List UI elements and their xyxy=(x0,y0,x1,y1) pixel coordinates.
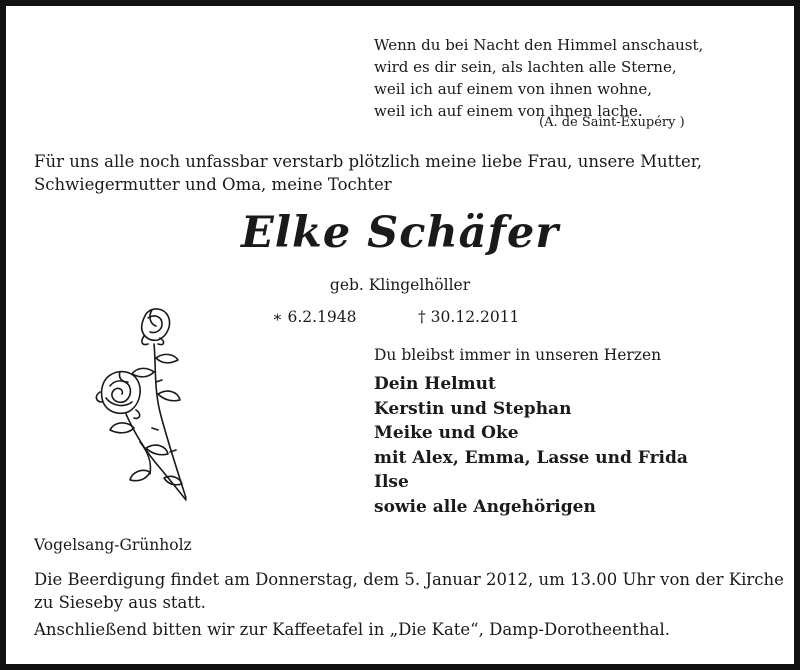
poem-attribution: (A. de Saint-Exupéry ) xyxy=(539,115,685,130)
intro-line: Schwiegermutter und Oma, meine Tochter xyxy=(34,175,392,194)
poem xyxy=(374,34,703,122)
deceased-name: Elke Schäfer xyxy=(240,208,560,258)
poem-line: weil ich auf einem von ihnen lache. xyxy=(374,102,643,120)
poem-line: wird es dir sein, als lachten alle Sterne, xyxy=(374,58,677,76)
mourner: Kerstin und Stephan xyxy=(374,398,572,419)
intro-line: Für uns alle noch unfassbar verstarb plötzlich meine liebe Frau, unsere Mutter, xyxy=(34,152,703,171)
death-date: † 30.12.2011 xyxy=(418,308,520,326)
mourner: sowie alle Angehörigen xyxy=(374,496,596,517)
mourner: Meike und Oke xyxy=(374,423,519,443)
poem-line: Wenn du bei Nacht den Himmel anschaust, xyxy=(374,36,704,54)
intro-text xyxy=(34,150,702,196)
mourner: mit Alex, Emma, Lasse und Frida xyxy=(374,447,688,468)
mourner: Dein Helmut xyxy=(374,374,496,394)
motto: Du bleibst immer in unseren Herzen xyxy=(374,346,662,364)
funeral-line: zu Sieseby aus statt. xyxy=(34,593,206,612)
poem-line: weil ich auf einem von ihnen wohne, xyxy=(374,80,653,98)
coffee-info: Anschließend bitten wir zur Kaffeetafel in „Die Kate“, Damp-Dorotheenthal. xyxy=(34,620,670,639)
funeral-info xyxy=(34,568,784,614)
mourner: Ilse xyxy=(374,472,409,492)
mourners-list xyxy=(374,372,688,519)
maiden-name: geb. Klingelhöller xyxy=(329,276,471,294)
place: Vogelsang-Grünholz xyxy=(34,536,192,554)
rose-icon xyxy=(90,302,200,504)
birth-date: ∗ 6.2.1948 xyxy=(272,308,357,326)
funeral-line: Die Beerdigung findet am Donnerstag, dem 5. Januar 2012, um 13.00 Uhr von der Kirche xyxy=(34,570,784,589)
